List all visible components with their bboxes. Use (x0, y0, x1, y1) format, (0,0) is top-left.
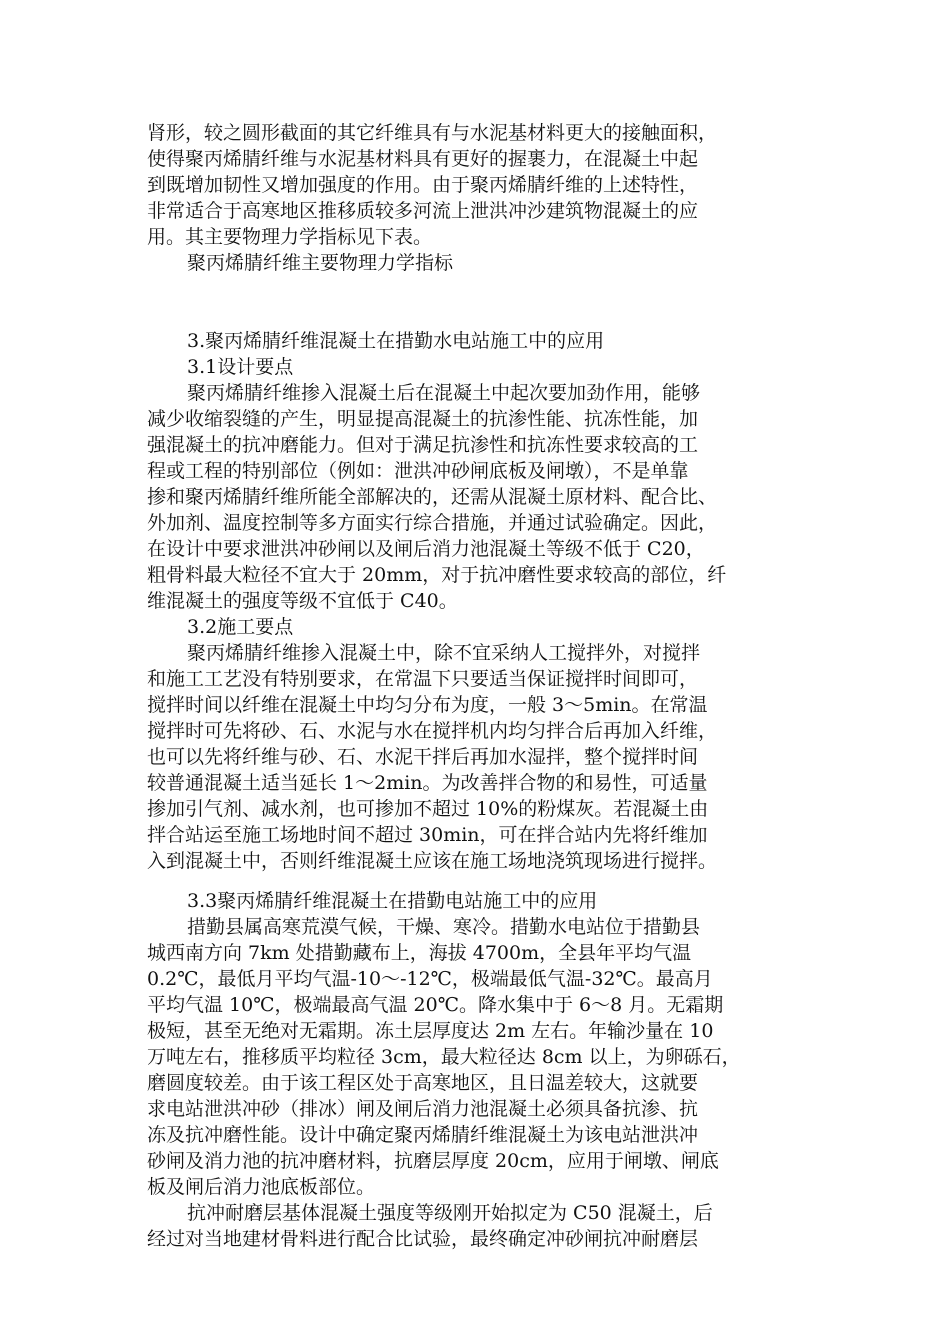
section-heading: 3.聚丙烯腈纤维混凝土在措勤水电站施工中的应用 (187, 330, 605, 352)
paragraph-line: 减少收缩裂缝的产生，明显提高混凝土的抗渗性能、抗冻性能，加 (147, 408, 699, 430)
paragraph-line: 聚丙烯腈纤维掺入混凝土后在混凝土中起次要加劲作用，能够 (187, 382, 701, 404)
subsection-heading: 3.1设计要点 (187, 356, 294, 378)
paragraph-line: 平均气温 10℃，极端最高气温 20℃。降水集中于 6～8 月。无霜期 (147, 994, 724, 1016)
paragraph-line: 非常适合于高寒地区推移质较多河流上泄洪冲沙建筑物混凝土的应 (147, 200, 699, 222)
paragraph-line: 到既增加韧性又增加强度的作用。由于聚丙烯腈纤维的上述特性， (147, 174, 699, 196)
paragraph-line: 极短，甚至无绝对无霜期。冻土层厚度达 2m 左右。年输沙量在 10 (147, 1020, 714, 1042)
paragraph-line: 粗骨料最大粒径不宜大于 20mm，对于抗冲磨性要求较高的部位，纤 (147, 564, 727, 586)
paragraph-line: 聚丙烯腈纤维掺入混凝土中，除不宜采纳人工搅拌外，对搅拌 (187, 642, 701, 664)
paragraph-line: 磨圆度较差。由于该工程区处于高寒地区，且日温差较大，这就要 (147, 1072, 699, 1094)
subsection-heading: 3.2施工要点 (187, 616, 294, 638)
paragraph-line: 冻及抗冲磨性能。设计中确定聚丙烯腈纤维混凝土为该电站泄洪冲 (147, 1124, 699, 1146)
paragraph-line: 砂闸及消力池的抗冲磨材料，抗磨层厚度 20cm，应用于闸墩、闸底 (147, 1150, 719, 1172)
subsection-heading: 3.3聚丙烯腈纤维混凝土在措勤电站施工中的应用 (187, 890, 598, 912)
paragraph-line: 掺加引气剂、减水剂，也可掺加不超过 10%的粉煤灰。若混凝土由 (147, 798, 709, 820)
paragraph-line: 程或工程的特别部位（例如：泄洪冲砂闸底板及闸墩），不是单靠 (147, 460, 689, 482)
paragraph-line: 外加剂、温度控制等多方面实行综合措施，并通过试验确定。因此， (147, 512, 718, 534)
paragraph-line: 搅拌时间以纤维在混凝土中均匀分布为度，一般 3～5min。在常温 (147, 694, 708, 716)
paragraph-line: 入到混凝土中，否则纤维混凝土应该在施工场地浇筑现场进行搅拌。 (147, 850, 718, 872)
paragraph-line: 经过对当地建材骨料进行配合比试验，最终确定冲砂闸抗冲耐磨层 (147, 1228, 699, 1250)
paragraph-line: 万吨左右，推移质平均粒径 3cm，最大粒径达 8cm 以上，为卵砾石， (147, 1046, 741, 1068)
table-placeholder-gap (147, 276, 807, 328)
paragraph-line: 和施工工艺没有特别要求，在常温下只要适当保证搅拌时间即可， (147, 668, 699, 690)
paragraph-line: 使得聚丙烯腈纤维与水泥基材料具有更好的握裹力，在混凝土中起 (147, 148, 699, 170)
paragraph-line: 拌合站运至施工场地时间不超过 30min，可在拌合站内先将纤维加 (147, 824, 708, 846)
paragraph-line: 肾形，较之圆形截面的其它纤维具有与水泥基材料更大的接触面积， (147, 122, 718, 144)
paragraph-line: 掺和聚丙烯腈纤维所能全部解决的，还需从混凝土原材料、配合比、 (147, 486, 718, 508)
paragraph-line: 维混凝土的强度等级不宜低于 C40。 (147, 590, 458, 612)
paragraph-line: 强混凝土的抗冲磨能力。但对于满足抗渗性和抗冻性要求较高的工 (147, 434, 699, 456)
paragraph-line: 求电站泄洪冲砂（排冰）闸及闸后消力池混凝土必须具备抗渗、抗 (147, 1098, 699, 1120)
paragraph-line: 搅拌时可先将砂、石、水泥与水在搅拌机内均匀拌合后再加入纤维， (147, 720, 718, 742)
document-page (147, 120, 807, 1252)
paragraph-line: 在设计中要求泄洪冲砂闸以及闸后消力池混凝土等级不低于 C20， (147, 538, 705, 560)
paragraph-line: 较普通混凝土适当延长 1～2min。为改善拌合物的和易性，可适量 (147, 772, 708, 794)
paragraph-line: 抗冲耐磨层基体混凝土强度等级刚开始拟定为 C50 混凝土，后 (187, 1202, 713, 1224)
paragraph-line: 也可以先将纤维与砂、石、水泥干拌后再加水湿拌，整个搅拌时间 (147, 746, 699, 768)
paragraph-line: 措勤县属高寒荒漠气候，干燥、寒冷。措勤水电站位于措勤县 (187, 916, 701, 938)
paragraph-line: 板及闸后消力池底板部位。 (147, 1176, 376, 1198)
paragraph-gap (147, 874, 807, 888)
table-caption: 聚丙烯腈纤维主要物理力学指标 (187, 252, 454, 274)
paragraph-line: 0.2℃，最低月平均气温-10～-12℃，极端最低气温-32℃。最高月 (147, 968, 713, 990)
paragraph-line: 城西南方向 7km 处措勤藏布上，海拔 4700m，全县年平均气温 (147, 942, 692, 964)
paragraph-line: 用。其主要物理力学指标见下表。 (147, 226, 433, 248)
